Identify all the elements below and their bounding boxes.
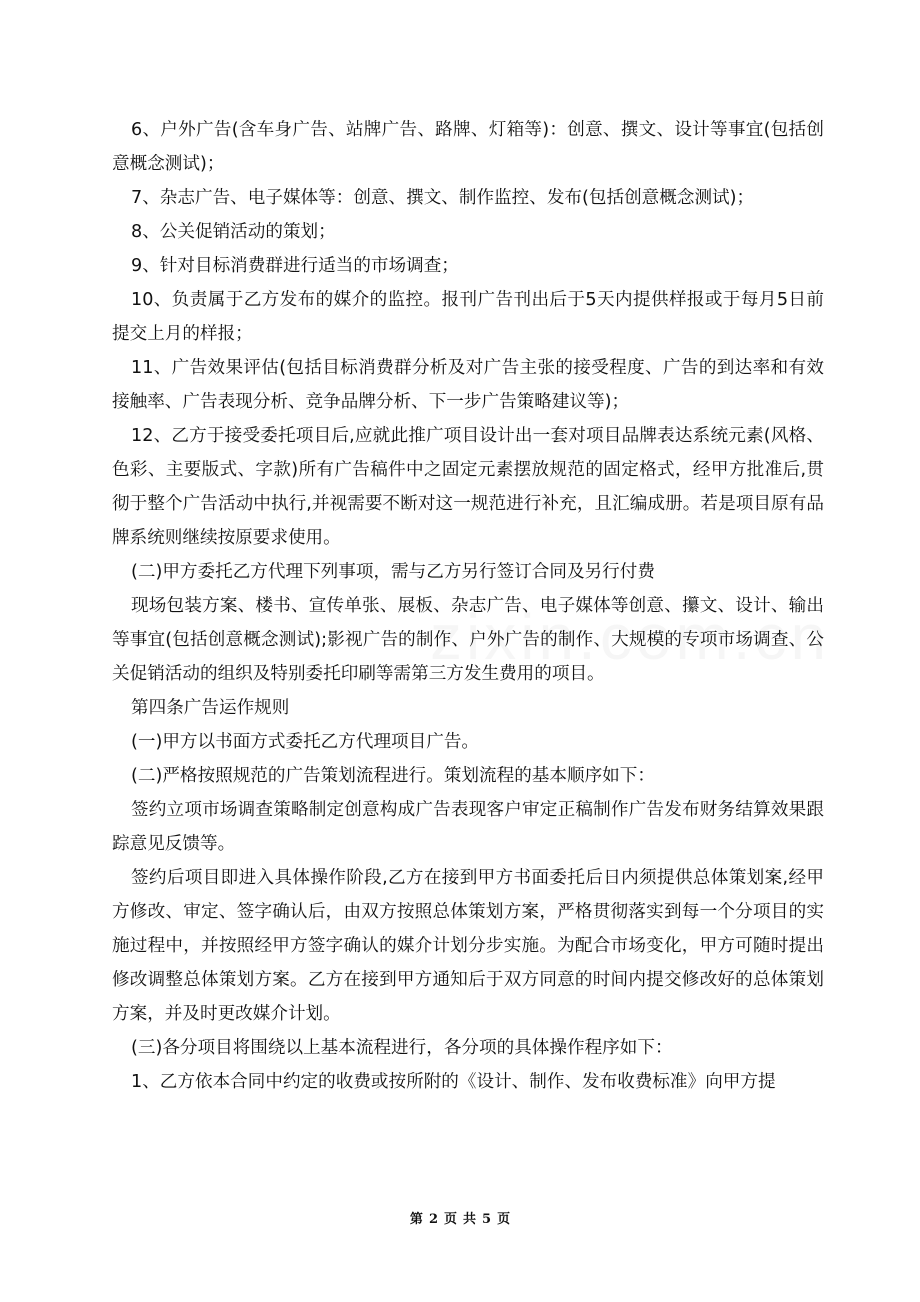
footer-total-pages: 5 <box>482 1212 492 1227</box>
footer-prefix: 第 <box>409 1212 423 1227</box>
section-heading-1: (一)甲方以书面方式委托乙方代理项目广告。 <box>131 732 480 752</box>
paragraph-extra-services: 现场包装方案、楼书、宣传单张、展板、杂志广告、电子媒体等创意、攥文、设计、输出等事宜(包括创意概念测试);影视广告的制作、户外广告的制作、大规模的专项市场调查、公关促销活动的组织及特别委托印刷等需第三方发生费用的项目。 <box>112 596 824 684</box>
footer-suffix: 页 <box>497 1212 511 1227</box>
page-footer <box>0 1208 920 1227</box>
paragraph-item-1: 1、乙方依本合同中约定的收费或按所附的《设计、制作、发布收费标准》向甲方提 <box>131 1072 776 1092</box>
paragraph-item-7: 7、杂志广告、电子媒体等：创意、撰文、制作监控、发布(包括创意概念测试)； <box>131 188 755 208</box>
section-heading-2b: (二)严格按照规范的广告策划流程进行。策划流程的基本顺序如下： <box>131 766 655 786</box>
footer-page-word: 页 <box>443 1212 457 1227</box>
footer-current-page: 2 <box>428 1212 438 1227</box>
article-heading-4: 第四条广告运作规则 <box>131 698 290 718</box>
document-body <box>112 113 824 1099</box>
paragraph-item-11: 11、广告效果评估(包括目标消费群分析及对广告主张的接受程度、广告的到达率和有效接触率、广告表现分析、竞争品牌分析、下一步广告策略建议等)； <box>112 358 824 412</box>
footer-total-word: 共 <box>463 1212 477 1227</box>
paragraph-execution: 签约后项目即进入具体操作阶段,乙方在接到甲方书面委托后日内须提供总体策划案,经甲方修改、审定、签字确认后，由双方按照总体策划方案，严格贯彻落实到每一个分项目的实施过程中，并按照经甲方签字确认的媒介计划分步实施。为配合市场变化，甲方可随时提出修改调整总体策划方案。乙方在接到甲方通知后于双方同意的时间内提交修改好的总体策划方案，并及时更改媒介计划。 <box>112 868 824 1024</box>
paragraph-item-10: 10、负责属于乙方发布的媒介的监控。报刊广告刊出后于5天内提供样报或于每月5日前提交上月的样报； <box>112 290 824 344</box>
paragraph-process-flow: 签约立项市场调查策略制定创意构成广告表现客户审定正稿制作广告发布财务结算效果跟踪意见反馈等。 <box>112 800 824 854</box>
paragraph-item-12: 12、乙方于接受委托项目后,应就此推广项目设计出一套对项目品牌表达系统元素(风格、色彩、主要版式、字款)所有广告稿件中之固定元素摆放规范的固定格式，经甲方批准后,贯彻于整个广告活动中执行,并视需要不断对这一规范进行补充，且汇编成册。若是项目原有品牌系统则继续按原要求使用。 <box>112 426 824 548</box>
section-heading-2: (二)甲方委托乙方代理下列事项，需与乙方另行签订合同及另行付费 <box>131 562 655 582</box>
paragraph-item-8: 8、公关促销活动的策划； <box>131 222 336 242</box>
paragraph-item-9: 9、针对目标消费群进行适当的市场调查； <box>131 256 459 276</box>
section-heading-3: (三)各分项目将围绕以上基本流程进行，各分项的具体操作程序如下： <box>131 1038 673 1058</box>
paragraph-item-6: 6、户外广告(含车身广告、站牌广告、路牌、灯箱等)：创意、撰文、设计等事宜(包括创意概念测试)； <box>112 120 824 174</box>
